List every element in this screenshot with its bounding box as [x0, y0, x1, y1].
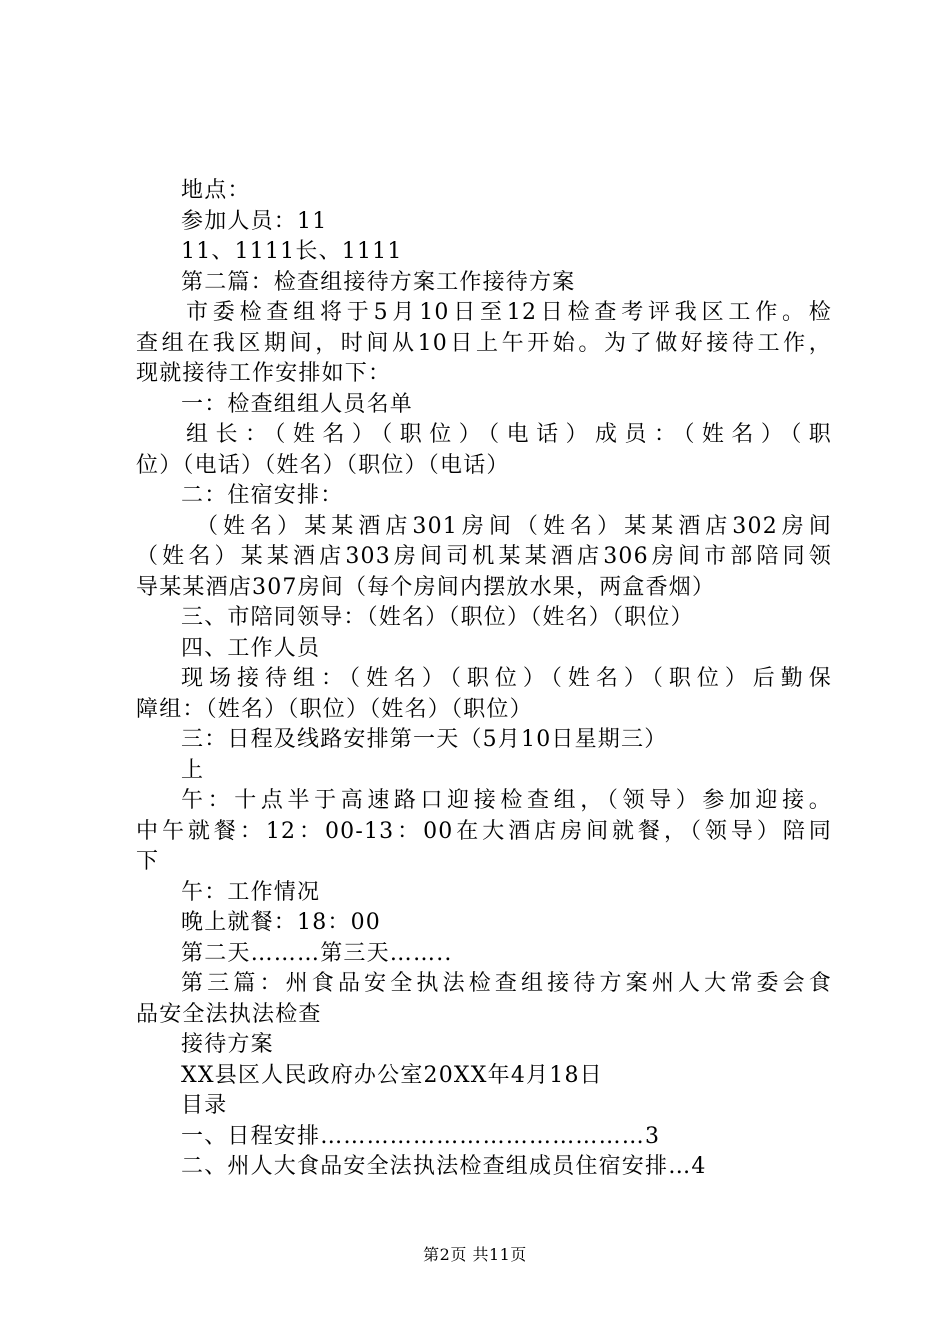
list-heading: 三、市陪同领导：（姓名）（职位）（姓名）（职位）: [181, 605, 694, 630]
text-line: 11、1111长、1111: [181, 239, 403, 264]
toc-entry: 一、日程安排……………………………………3: [181, 1123, 661, 1149]
text-line: 接待方案: [181, 1032, 274, 1057]
paragraph-line: 中午就餐：12：00-13：00在大酒店房间就餐，（领导）陪同: [136, 818, 832, 844]
text-line: XX县区人民政府办公室20XX年4月18日: [181, 1062, 603, 1088]
paragraph-line: 障组：（姓名）（职位）（姓名）（职位）: [136, 696, 533, 722]
toc-entry: 二、州人大食品安全法执法检查组成员住宿安排…4: [181, 1154, 707, 1179]
text-line-location: 地点：: [181, 178, 251, 203]
document-body: [136, 176, 832, 1183]
paragraph-line: 午：十点半于高速路口迎接检查组，（领导）参加迎接。: [181, 788, 832, 813]
text-line: 晚上就餐：18：00: [181, 910, 381, 935]
list-heading: 一：检查组组人员名单: [181, 391, 414, 417]
paragraph-line: （姓名）某某酒店303房间司机某某酒店306房间市部陪同领: [136, 544, 832, 569]
section-heading-continued: 品安全法执法检查: [136, 1001, 322, 1027]
paragraph-line: 查组在我区期间，时间从10日上午开始。为了做好接待工作，: [136, 330, 832, 356]
text-line: 上: [181, 757, 205, 783]
list-heading: 二：住宿安排：: [181, 483, 344, 508]
paragraph-line: 现场接待组：（姓名）（职位）（姓名）（职位）后勤保: [181, 666, 832, 691]
paragraph-line: 组长：（姓名）（职位）（电话）成员：（姓名）（职: [186, 422, 832, 447]
section-heading: 第二篇：检查组接待方案工作接待方案: [181, 269, 576, 295]
text-line: 下: [136, 849, 160, 874]
paragraph-line: 市委检查组将于5月10日至12日检查考评我区工作。检: [186, 300, 832, 325]
paragraph-line: （姓名）某某酒店301房间（姓名）某某酒店302房间: [196, 513, 832, 539]
text-line: 第二天………第三天……..: [181, 940, 453, 966]
list-heading: 三：日程及线路安排第一天（5月10日星期三）: [181, 727, 668, 752]
paragraph-line: 导某某酒店307房间（每个房间内摆放水果，两盒香烟）: [136, 574, 716, 600]
text-line: 午：工作情况: [181, 879, 321, 905]
text-line-participants: 参加人员：11: [181, 208, 328, 234]
paragraph-line: 现就接待工作安排如下：: [136, 361, 392, 386]
section-heading: 第三篇：州食品安全执法检查组接待方案州人大常委会食: [181, 971, 832, 996]
paragraph-line: 位）（电话）（姓名）（职位）（电话）: [136, 452, 510, 478]
list-heading: 四、工作人员: [181, 635, 321, 661]
page-number-footer: 第2页 共11页: [423, 1245, 527, 1264]
toc-heading: 目录: [181, 1093, 228, 1118]
